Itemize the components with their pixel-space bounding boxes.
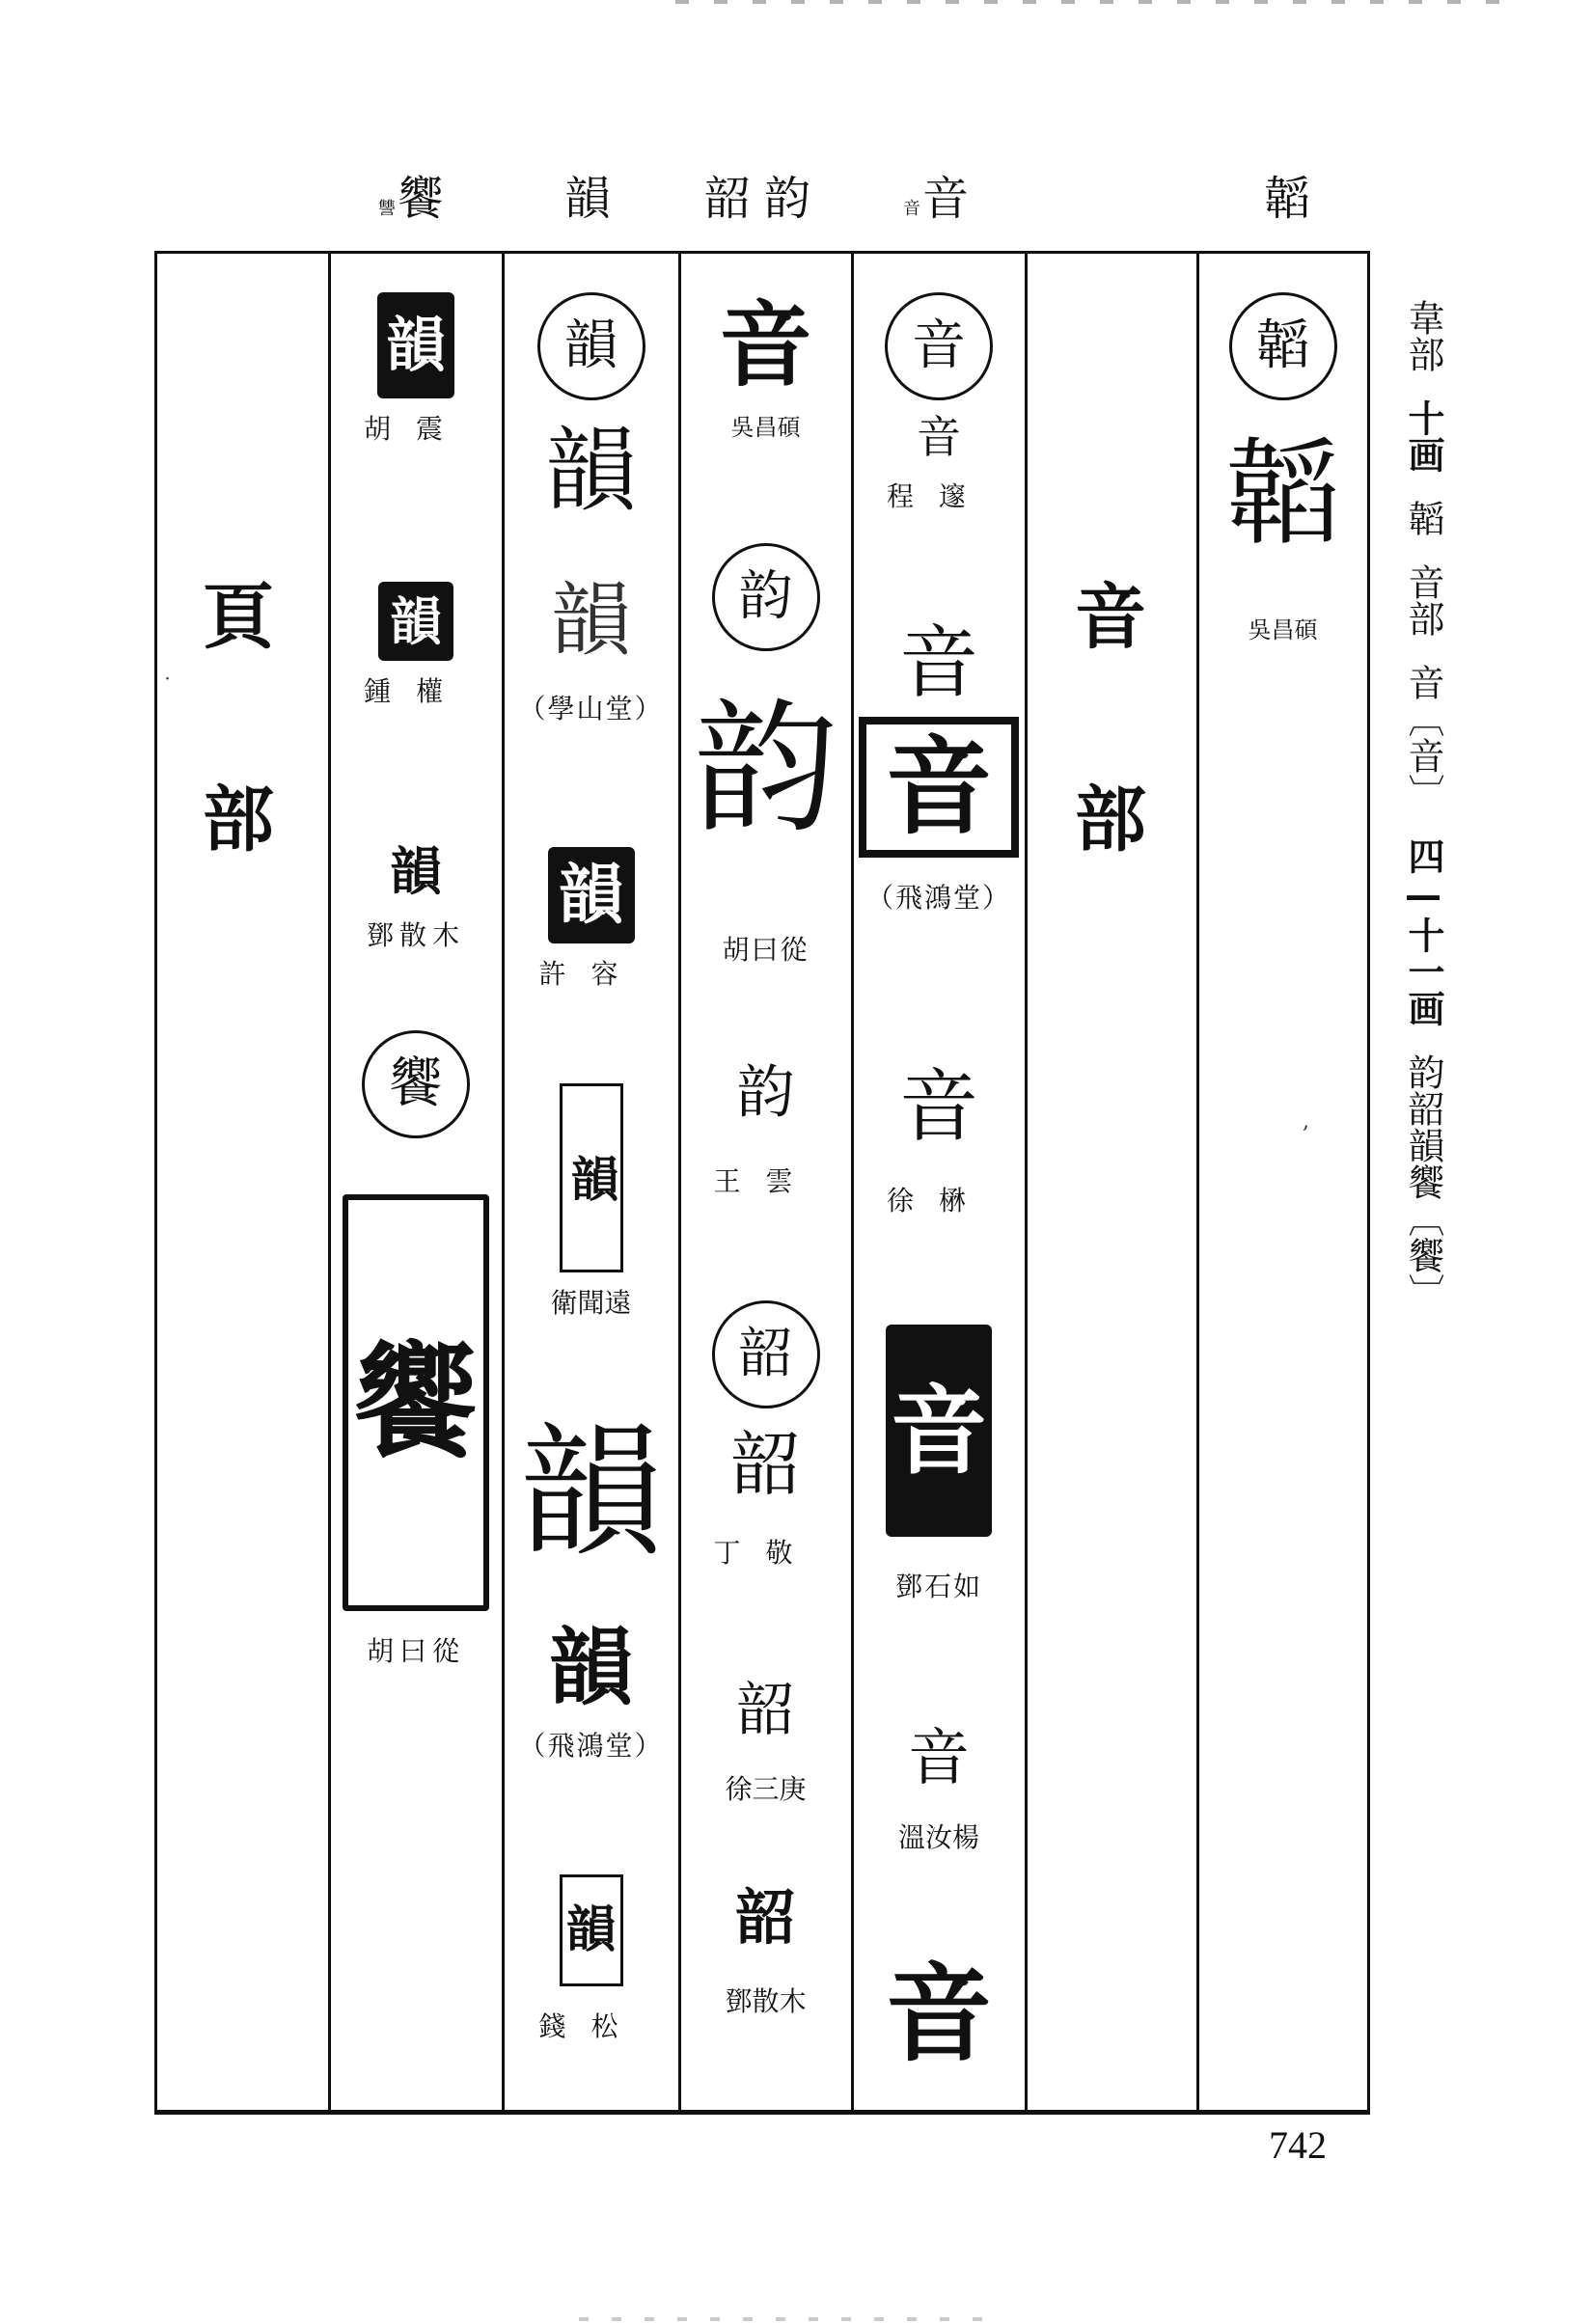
seal-caption: 錢松 xyxy=(538,2010,644,2042)
seal-impression: 音 xyxy=(886,1325,992,1537)
seal-impression: 韶 xyxy=(730,1424,801,1505)
header-col6-char: 韜 xyxy=(1264,172,1325,226)
seal-entry xyxy=(330,1030,502,1138)
index-char-yin: 音〔音〕 xyxy=(1402,664,1444,810)
radical-label-ye: 頁 xyxy=(203,576,274,659)
seal-impression: 韻 xyxy=(548,1617,634,1717)
column-yun xyxy=(504,254,678,2110)
seal-caption: 鄧石如 xyxy=(894,1571,982,1602)
header-col4 xyxy=(903,172,982,236)
seal-caption: 鍾權 xyxy=(363,675,468,707)
seal-entry xyxy=(680,1416,851,1571)
header-col2 xyxy=(564,172,624,226)
seal-caption: 胡震 xyxy=(363,413,468,445)
circled-head-char: 韶 xyxy=(712,1300,820,1408)
index-chars: 韵韶韻饗〔饗〕 xyxy=(1402,1053,1444,1310)
seal-entry xyxy=(1198,408,1367,644)
header-col4-char: 音 xyxy=(922,172,983,226)
seal-entry xyxy=(853,408,1025,514)
circled-head-char: 韜 xyxy=(1229,292,1337,400)
seal-impression: 音 xyxy=(886,1952,992,2076)
seal-caption: （飛鴻堂） xyxy=(865,882,1011,914)
seal-impression: 韻 xyxy=(550,573,632,668)
index-radical-wei: 韋部 xyxy=(1402,299,1444,372)
seal-impression: 音 xyxy=(899,1061,979,1153)
radical-label-bu: 部 xyxy=(1075,779,1146,861)
header-col1-char: 饗 xyxy=(398,172,458,226)
seal-entry xyxy=(504,562,678,726)
seal-entry xyxy=(504,1411,678,1575)
seal-entry xyxy=(504,1619,678,1764)
seal-impression: 韻 xyxy=(548,847,635,943)
page-number: 742 xyxy=(1269,2123,1327,2167)
header-col3 xyxy=(704,172,824,226)
seal-caption: 徐三庚 xyxy=(725,1773,807,1805)
column-yin xyxy=(853,254,1025,2110)
header-col6 xyxy=(1264,172,1324,226)
index-stroke-count: 十画 xyxy=(1402,399,1444,473)
header-col4-variant: 音 xyxy=(903,199,920,219)
seal-caption: 許容 xyxy=(538,958,644,990)
seal-entry xyxy=(330,1194,502,1669)
seal-entry xyxy=(680,1300,851,1408)
seal-impression: 音 xyxy=(898,617,978,709)
seal-caption: 徐楙 xyxy=(886,1185,991,1217)
seal-entry xyxy=(1198,292,1367,400)
seal-impression: 韻 xyxy=(518,1409,664,1577)
seal-impression: 韻 xyxy=(377,292,454,398)
seal-caption: 丁敬 xyxy=(713,1537,818,1569)
header-col1 xyxy=(378,172,457,236)
seal-entry xyxy=(853,1325,1025,1604)
seal-entry xyxy=(680,543,851,651)
seal-entry xyxy=(853,717,1025,916)
circled-head-char: 韻 xyxy=(537,292,645,400)
header-col1-variant: 讐 xyxy=(378,199,396,219)
seal-impression: 饗 xyxy=(343,1194,489,1611)
seal-entry xyxy=(680,1045,851,1199)
seal-entry xyxy=(504,1874,678,2044)
seal-caption: 吳昌碩 xyxy=(730,414,801,441)
scan-noise-bottom xyxy=(579,2317,994,2321)
seal-impression: 韵 xyxy=(693,686,838,854)
column-yin-radical xyxy=(1027,254,1196,2110)
radical-label-yin: 音 xyxy=(1075,576,1146,659)
circled-head-char: 饗 xyxy=(362,1030,470,1138)
seal-caption: 鄧散木 xyxy=(725,1985,807,2017)
seal-entry xyxy=(853,1720,1025,1855)
scan-noise-top xyxy=(675,0,1505,4)
seal-caption: （飛鴻堂） xyxy=(518,1730,664,1762)
seal-caption: 衛聞遠 xyxy=(550,1287,632,1319)
seal-impression: 韶 xyxy=(736,1677,795,1744)
seal-impression: 音 xyxy=(908,1723,970,1794)
seal-impression: 韻 xyxy=(560,1083,623,1272)
seal-entry xyxy=(504,413,678,529)
header-col3-char: 韶韵 xyxy=(704,172,825,226)
seal-impression: 音 xyxy=(719,290,812,399)
seal-caption: 王雲 xyxy=(713,1165,818,1197)
scan-speck: ˙ xyxy=(162,675,173,699)
column-divider xyxy=(1367,254,1370,2110)
seal-impression: 韶 xyxy=(735,1882,796,1953)
scan-speck: , xyxy=(1303,1109,1309,1134)
seal-caption: 胡曰從 xyxy=(366,1635,465,1667)
seal-impression: 韵 xyxy=(736,1059,795,1127)
column-xiang xyxy=(330,254,502,2110)
seal-entry xyxy=(680,659,851,968)
seal-entry xyxy=(680,1672,851,1807)
seal-entry xyxy=(853,292,1025,400)
section-index-sidebar xyxy=(1392,299,1454,1310)
seal-impression: 音 xyxy=(917,411,961,463)
seal-impression: 韻 xyxy=(378,582,453,661)
header-col2-char: 韻 xyxy=(564,172,625,226)
seal-caption: 吳昌碩 xyxy=(1248,616,1318,643)
seal-impression: 韻 xyxy=(560,1874,623,1986)
index-stroke-range: 四—十一画 xyxy=(1402,837,1444,1026)
seal-entry xyxy=(853,1054,1025,1218)
seal-caption: 溫汝楊 xyxy=(897,1821,979,1853)
circled-head-char: 音 xyxy=(885,292,993,400)
seal-caption: （學山堂） xyxy=(518,693,664,725)
seal-entry xyxy=(680,1884,851,2019)
column-shao-yun xyxy=(680,254,851,2110)
seal-entry xyxy=(680,292,851,442)
seal-entry xyxy=(504,292,678,400)
column-tao xyxy=(1198,254,1367,2110)
circled-head-char: 韵 xyxy=(712,543,820,651)
seal-entry xyxy=(330,292,502,447)
seal-entry xyxy=(330,582,502,709)
seal-entry xyxy=(504,847,678,992)
seal-caption: 鄧散木 xyxy=(366,919,465,951)
index-radical-yin: 音部 xyxy=(1402,563,1444,637)
seal-entry xyxy=(504,1083,678,1321)
seal-impression: 韜 xyxy=(1224,427,1341,561)
column-ye-radical xyxy=(154,254,328,2110)
seal-impression: 韻 xyxy=(390,840,442,902)
seal-caption: 胡曰從 xyxy=(722,934,810,966)
seal-entry xyxy=(853,1952,1025,2077)
radical-label-bu: 部 xyxy=(203,779,274,861)
seal-caption: 程邃 xyxy=(886,480,991,512)
index-char-tao: 韜 xyxy=(1402,500,1444,536)
seal-entry xyxy=(853,617,1025,709)
seal-impression: 音 xyxy=(859,717,1019,858)
seal-entry xyxy=(330,837,502,953)
seal-impression: 韻 xyxy=(544,417,638,525)
seal-table xyxy=(154,251,1370,2115)
